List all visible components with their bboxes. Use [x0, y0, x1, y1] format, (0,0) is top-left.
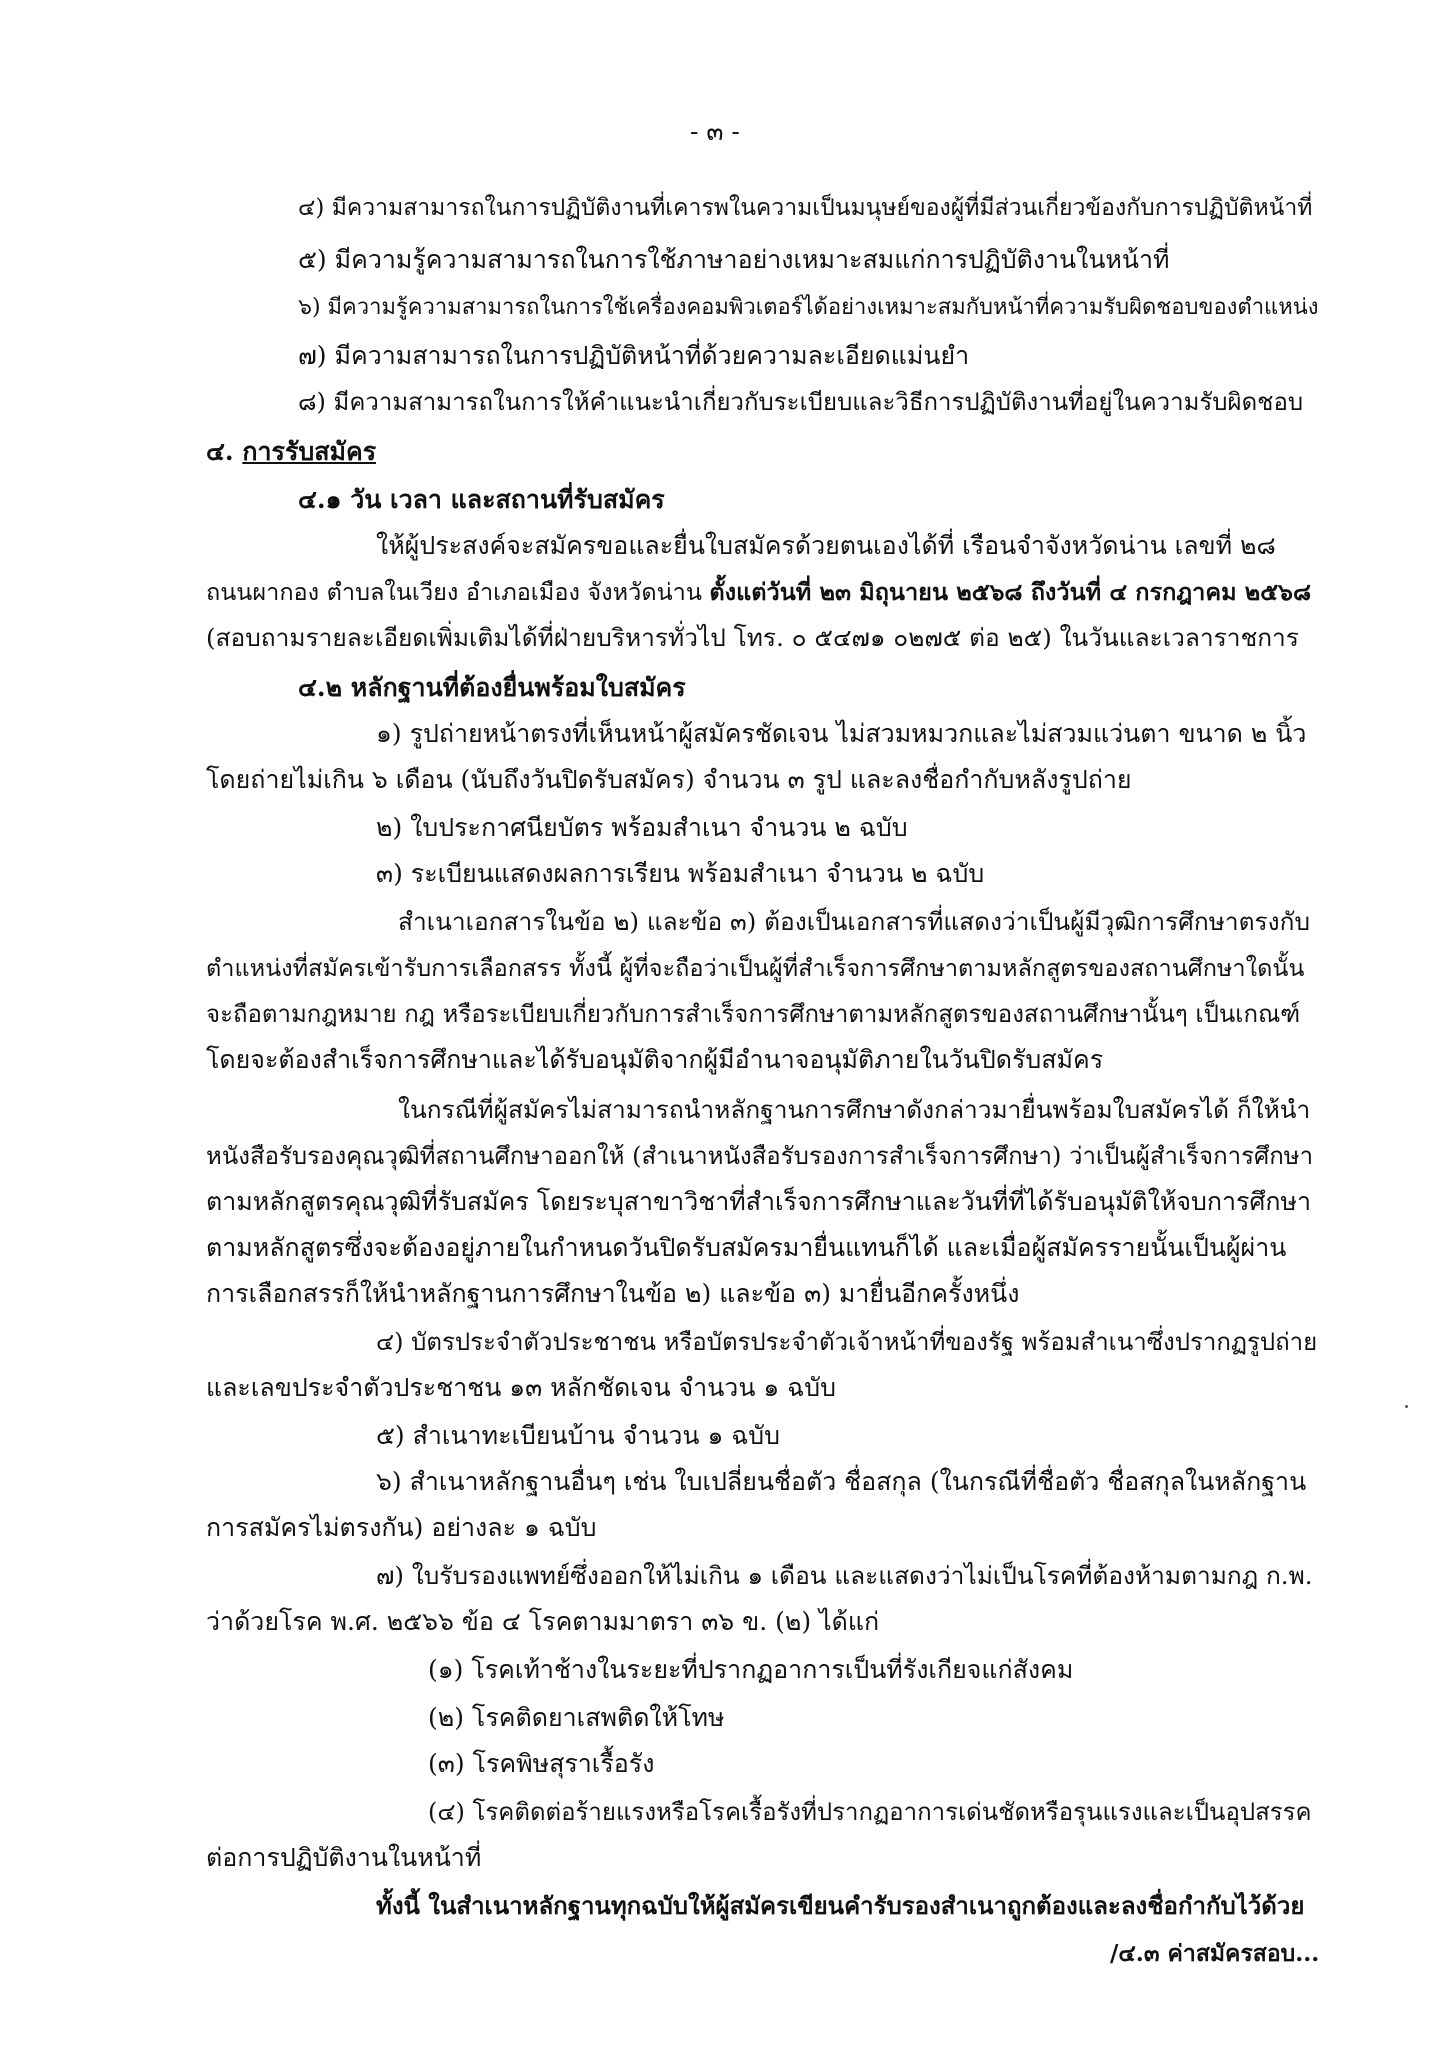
- subsection-title: ๔.๑ วัน เวลา และสถานที่รับสมัคร: [298, 485, 665, 514]
- document-list-line: ๔) บัตรประจำตัวประชาชน หรือบัตรประจำตัวเจ้าหน้าที่ของรัฐ พร้อมสำเนาซึ่งปรากฏรูปถ่าย: [376, 1328, 1318, 1356]
- closing-note: ทั้งนี้ ในสำเนาหลักฐานทุกฉบับให้ผู้สมัครเขียนคำรับรองสำเนาถูกต้องและลงชื่อกำกับไว้ด้วย: [376, 1891, 1305, 1920]
- disease-list-line: (๔) โรคติดต่อร้ายแรงหรือโรคเรื้อรังที่ปรากฏอาการเด่นชัดหรือรุนแรงและเป็นอุปสรรค: [428, 1798, 1312, 1826]
- document-list-line: ตำแหน่งที่สมัครเข้ารับการเลือกสรร ทั้งนี้ ผู้ที่จะถือว่าเป็นผู้ที่สำเร็จการศึกษาตามหลักสูตรของสถานศึกษาใดนั้น: [206, 954, 1305, 982]
- paragraph-line: ให้ผู้ประสงค์จะสมัครขอและยื่นใบสมัครด้วยตนเองได้ที่ เรือนจำจังหวัดน่าน เลขที่ ๒๘: [376, 531, 1276, 560]
- paragraph-text: ถนนผากอง ตำบลในเวียง อำเภอเมือง จังหวัดน่าน: [206, 578, 710, 606]
- document-list-line: ๑) รูปถ่ายหน้าตรงที่เห็นหน้าผู้สมัครชัดเจน ไม่สวมหมวกและไม่สวมแว่นตา ขนาด ๒ นิ้ว: [376, 719, 1307, 748]
- document-list-line: ๓) ระเบียนแสดงผลการเรียน พร้อมสำเนา จำนวน ๒ ฉบับ: [376, 859, 985, 888]
- section-title: การรับสมัคร: [242, 437, 377, 466]
- qualification-item: ๗) มีความสามารถในการปฏิบัติหน้าที่ด้วยความละเอียดแม่นยำ: [298, 341, 970, 370]
- document-list-line: ตามหลักสูตรซึ่งจะต้องอยู่ภายในกำหนดวันปิดรับสมัครมายื่นแทนก็ได้ และเมื่อผู้สมัครรายนั้นเป็นผู้ผ่าน: [206, 1233, 1287, 1262]
- continuation-marker: /๔.๓ ค่าสมัครสอบ...: [1110, 1940, 1320, 1967]
- document-list-line: สำเนาเอกสารในข้อ ๒) และข้อ ๓) ต้องเป็นเอกสารที่แสดงว่าเป็นผู้มีวุฒิการศึกษาตรงกับ: [398, 907, 1311, 936]
- paragraph-line: [206, 570, 1311, 614]
- document-list-line: ๕) สำเนาทะเบียนบ้าน จำนวน ๑ ฉบับ: [376, 1421, 781, 1450]
- qualification-item: ๘) มีความสามารถในการให้คำแนะนำเกี่ยวกับระเบียบและวิธีการปฏิบัติงานที่อยู่ในความรับผิดชอบ: [298, 388, 1304, 416]
- document-list-line: การเลือกสรรก็ให้นำหลักฐานการศึกษาในข้อ ๒) และข้อ ๓) มายื่นอีกครั้งหนึ่ง: [206, 1279, 1020, 1308]
- document-list-line: ในกรณีที่ผู้สมัครไม่สามารถนำหลักฐานการศึกษาดังกล่าวมายื่นพร้อมใบสมัครได้ ก็ให้นำ: [398, 1095, 1311, 1124]
- disease-list-line: (๓) โรคพิษสุราเรื้อรัง: [428, 1749, 655, 1778]
- document-list-line: ๖) สำเนาหลักฐานอื่นๆ เช่น ใบเปลี่ยนชื่อตัว ชื่อสกุล (ในกรณีที่ชื่อตัว ชื่อสกุลในหลักฐาน: [376, 1467, 1307, 1496]
- disease-list-line: ต่อการปฏิบัติงานในหน้าที่: [206, 1843, 482, 1872]
- document-list-line: และเลขประจำตัวประชาชน ๑๓ หลักชัดเจน จำนวน ๑ ฉบับ: [206, 1373, 836, 1402]
- document-list-line: การสมัครไม่ตรงกัน) อย่างละ ๑ ฉบับ: [206, 1513, 597, 1542]
- section-number: ๔.: [206, 437, 234, 466]
- disease-list-line: (๒) โรคติดยาเสพติดให้โทษ: [428, 1703, 725, 1732]
- qualification-item: ๕) มีความรู้ความสามารถในการใช้ภาษาอย่างเหมาะสมแก่การปฏิบัติงานในหน้าที่: [298, 245, 1170, 274]
- qualification-item: ๔) มีความสามารถในการปฏิบัติงานที่เคารพในความเป็นมนุษย์ของผู้ที่มีส่วนเกี่ยวข้องกับการปฏิบัติหน้าที่: [298, 195, 1313, 221]
- subsection-title: ๔.๒ หลักฐานที่ต้องยื่นพร้อมใบสมัคร: [298, 673, 686, 702]
- scan-speck: [1405, 1405, 1408, 1408]
- application-period: ตั้งแต่วันที่ ๒๓ มิถุนายน ๒๕๖๘ ถึงวันที่ ๔ กรกฎาคม ๒๕๖๘: [709, 578, 1312, 606]
- document-list-line: ตามหลักสูตรคุณวุฒิที่รับสมัคร โดยระบุสาขาวิชาที่สำเร็จการศึกษาและวันที่ที่ได้รับอนุมัติให้จบการศึกษา: [206, 1187, 1311, 1216]
- document-list-line: ว่าด้วยโรค พ.ศ. ๒๕๖๖ ข้อ ๔ โรคตามมาตรา ๓๖ ข. (๒) ได้แก่: [206, 1607, 880, 1636]
- section-heading: [206, 430, 376, 474]
- document-list-line: หนังสือรับรองคุณวุฒิที่สถานศึกษาออกให้ (สำเนาหนังสือรับรองการสำเร็จการศึกษา) ว่าเป็นผู้สำเร็จการศึกษา: [206, 1142, 1314, 1170]
- document-list-line: ๗) ใบรับรองแพทย์ซึ่งออกให้ไม่เกิน ๑ เดือน และแสดงว่าไม่เป็นโรคที่ต้องห้ามตามกฎ ก.พ.: [376, 1561, 1313, 1590]
- document-list-line: โดยจะต้องสำเร็จการศึกษาและได้รับอนุมัติจากผู้มีอำนาจอนุมัติภายในวันปิดรับสมัคร: [206, 1045, 1104, 1074]
- qualification-item: ๖) มีความรู้ความสามารถในการใช้เครื่องคอมพิวเตอร์ได้อย่างเหมาะสมกับหน้าที่ความรับผิดชอบของตำแหน่ง: [298, 295, 1319, 320]
- paragraph-line: (สอบถามรายละเอียดเพิ่มเติมได้ที่ฝ่ายบริหารทั่วไป โทร. ๐ ๕๔๗๑ ๐๒๗๕ ต่อ ๒๕) ในวันและเวลาราชการ: [206, 623, 1299, 652]
- document-list-line: โดยถ่ายไม่เกิน ๖ เดือน (นับถึงวันปิดรับสมัคร) จำนวน ๓ รูป และลงชื่อกำกับหลังรูปถ่าย: [206, 765, 1132, 794]
- document-list-line: จะถือตามกฎหมาย กฎ หรือระเบียบเกี่ยวกับการสำเร็จการศึกษาตามหลักสูตรของสถานศึกษานั้นๆ เป็นเกณฑ์: [206, 1000, 1301, 1028]
- document-list-line: ๒) ใบประกาศนียบัตร พร้อมสำเนา จำนวน ๒ ฉบับ: [376, 813, 908, 842]
- disease-list-line: (๑) โรคเท้าช้างในระยะที่ปรากฏอาการเป็นที่รังเกียจแก่สังคม: [428, 1655, 1074, 1684]
- page-number: - ๓ -: [690, 117, 740, 146]
